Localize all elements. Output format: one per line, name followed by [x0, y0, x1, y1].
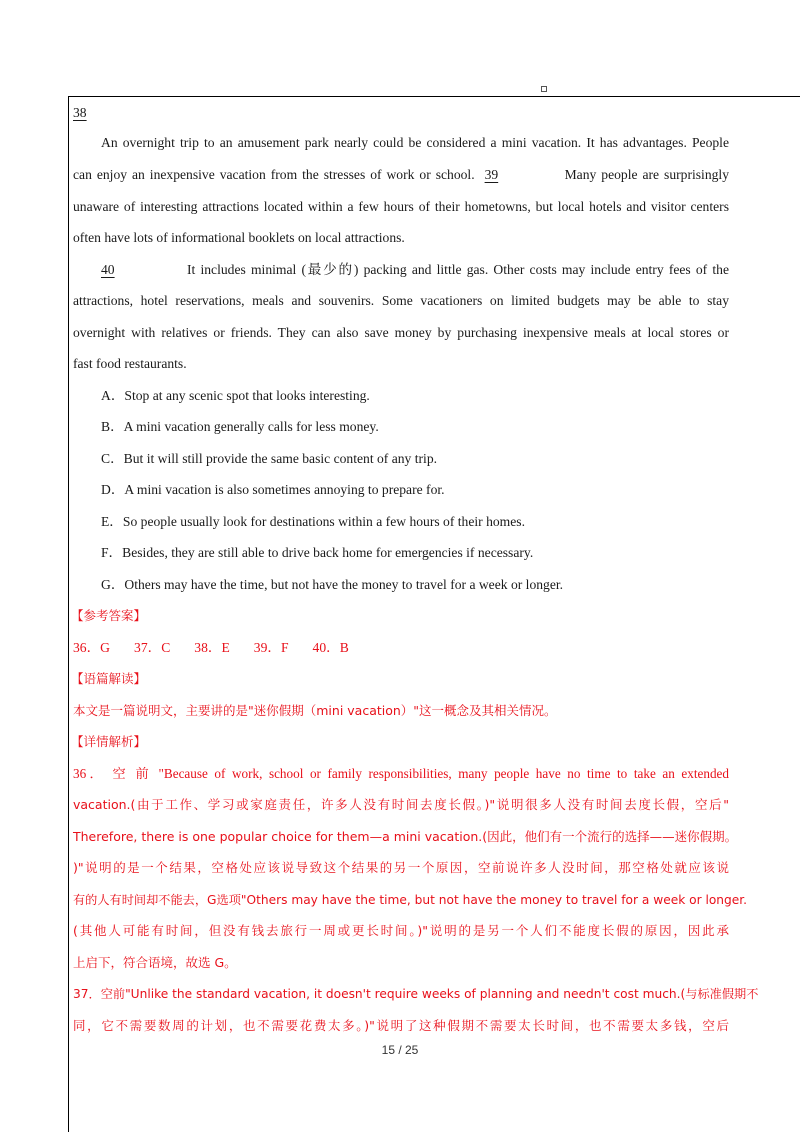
- passage-line: An overnight trip to an amusement park nearly could be considered a mini vacation. It has advantages. People: [101, 135, 729, 150]
- analysis-line: 同，它不需要数周的计划，也不需要花费太多。)"说明了这种假期不需要太长时间，也不需要太多钱，空后: [73, 1018, 729, 1033]
- blank-40: 40: [101, 262, 115, 277]
- answer-row: [73, 639, 729, 657]
- analysis-line: )"说明的是一个结果，空格处应该说导致这个结果的另一个原因，空前说许多人没时间，那空格处就应该说: [73, 860, 729, 875]
- option-b: B．A mini vacation generally calls for less money.: [101, 419, 379, 434]
- passage-text: It includes minimal (最少的) packing and little gas. Other costs may include entry fees of the: [187, 262, 729, 277]
- passage-line: unaware of interesting attractions located within a few hours of their hometowns, but local hotels and visitor centers: [73, 199, 729, 214]
- passage-line: [73, 166, 729, 184]
- option-g: G．Others may have the time, but not have the money to travel for a week or longer.: [101, 577, 564, 592]
- passage-line: [101, 261, 729, 279]
- analysis-line: Therefore, there is one popular choice for them—a mini vacation.(因此，他们有一个流行的选择——迷你假期。: [73, 829, 738, 844]
- analysis-line: vacation.(由于工作、学习或家庭责任，许多人没有时间去度长假。)"说明很多人没有时间去度长假，空后": [73, 797, 729, 812]
- page-frame-left: [68, 96, 69, 1132]
- answer-heading: 【参考答案】: [71, 608, 147, 623]
- page-number: 15 / 25: [381, 1043, 419, 1057]
- analysis-line: 37．空前"Unlike the standard vacation, it doesn't require weeks of planning and needn't cost much.(与标准假期不: [73, 987, 759, 1001]
- answer-item: 39．F: [253, 640, 289, 655]
- passage-text: Many people are surprisingly: [564, 167, 729, 182]
- analysis-line: 上启下，符合语境，故选 G。: [73, 955, 237, 970]
- answer-item: 40．B: [312, 640, 349, 655]
- answer-item: 38．E: [194, 640, 230, 655]
- option-e: E．So people usually look for destinations within a few hours of their homes.: [101, 514, 525, 529]
- corner-mark-icon: [541, 86, 547, 92]
- analysis-line: 有的人有时间却不能去，G选项"Others may have the time, but not have the money to travel for a week or longer.: [73, 893, 748, 907]
- passage-line: fast food restaurants.: [73, 356, 187, 371]
- passage-line: overnight with relatives or friends. They can also save money by purchasing inexpensive meals at local stores or: [73, 325, 729, 340]
- option-d: D．A mini vacation is also sometimes annoying to prepare for.: [101, 482, 445, 497]
- passage-line: often have lots of informational booklets on local attractions.: [73, 230, 405, 245]
- blank-39: 39: [484, 167, 499, 182]
- analysis-heading: 【详情解析】: [71, 734, 147, 749]
- analysis-line: (其他人可能有时间，但没有钱去旅行一周或更长时间。)"说明的是另一个人们不能度长假的原因，因此承: [73, 923, 729, 938]
- reading-heading: 【语篇解读】: [71, 671, 147, 686]
- answer-item: 36．G: [73, 640, 111, 655]
- option-f: F．Besides, they are still able to drive back home for emergencies if necessary.: [101, 545, 534, 560]
- answer-item: 37．C: [134, 640, 171, 655]
- blank-38: 38: [73, 105, 87, 120]
- option-a: A．Stop at any scenic spot that looks interesting.: [101, 388, 370, 403]
- analysis-line: 36． 空 前 "Because of work, school or family responsibilities, many people have no time to take an extended: [73, 766, 729, 781]
- top-blank-line: [73, 104, 729, 122]
- page-frame-top: [68, 96, 800, 97]
- passage-line: attractions, hotel reservations, meals and souvenirs. Some vacationers on limited budgets may be able to stay: [73, 293, 729, 308]
- passage-text: can enjoy an inexpensive vacation from the stresses of work or school.: [73, 167, 475, 182]
- option-c: C．But it will still provide the same basic content of any trip.: [101, 451, 438, 466]
- reading-text: 本文是一篇说明文，主要讲的是"迷你假期（mini vacation）"这一概念及其相关情况。: [73, 703, 557, 718]
